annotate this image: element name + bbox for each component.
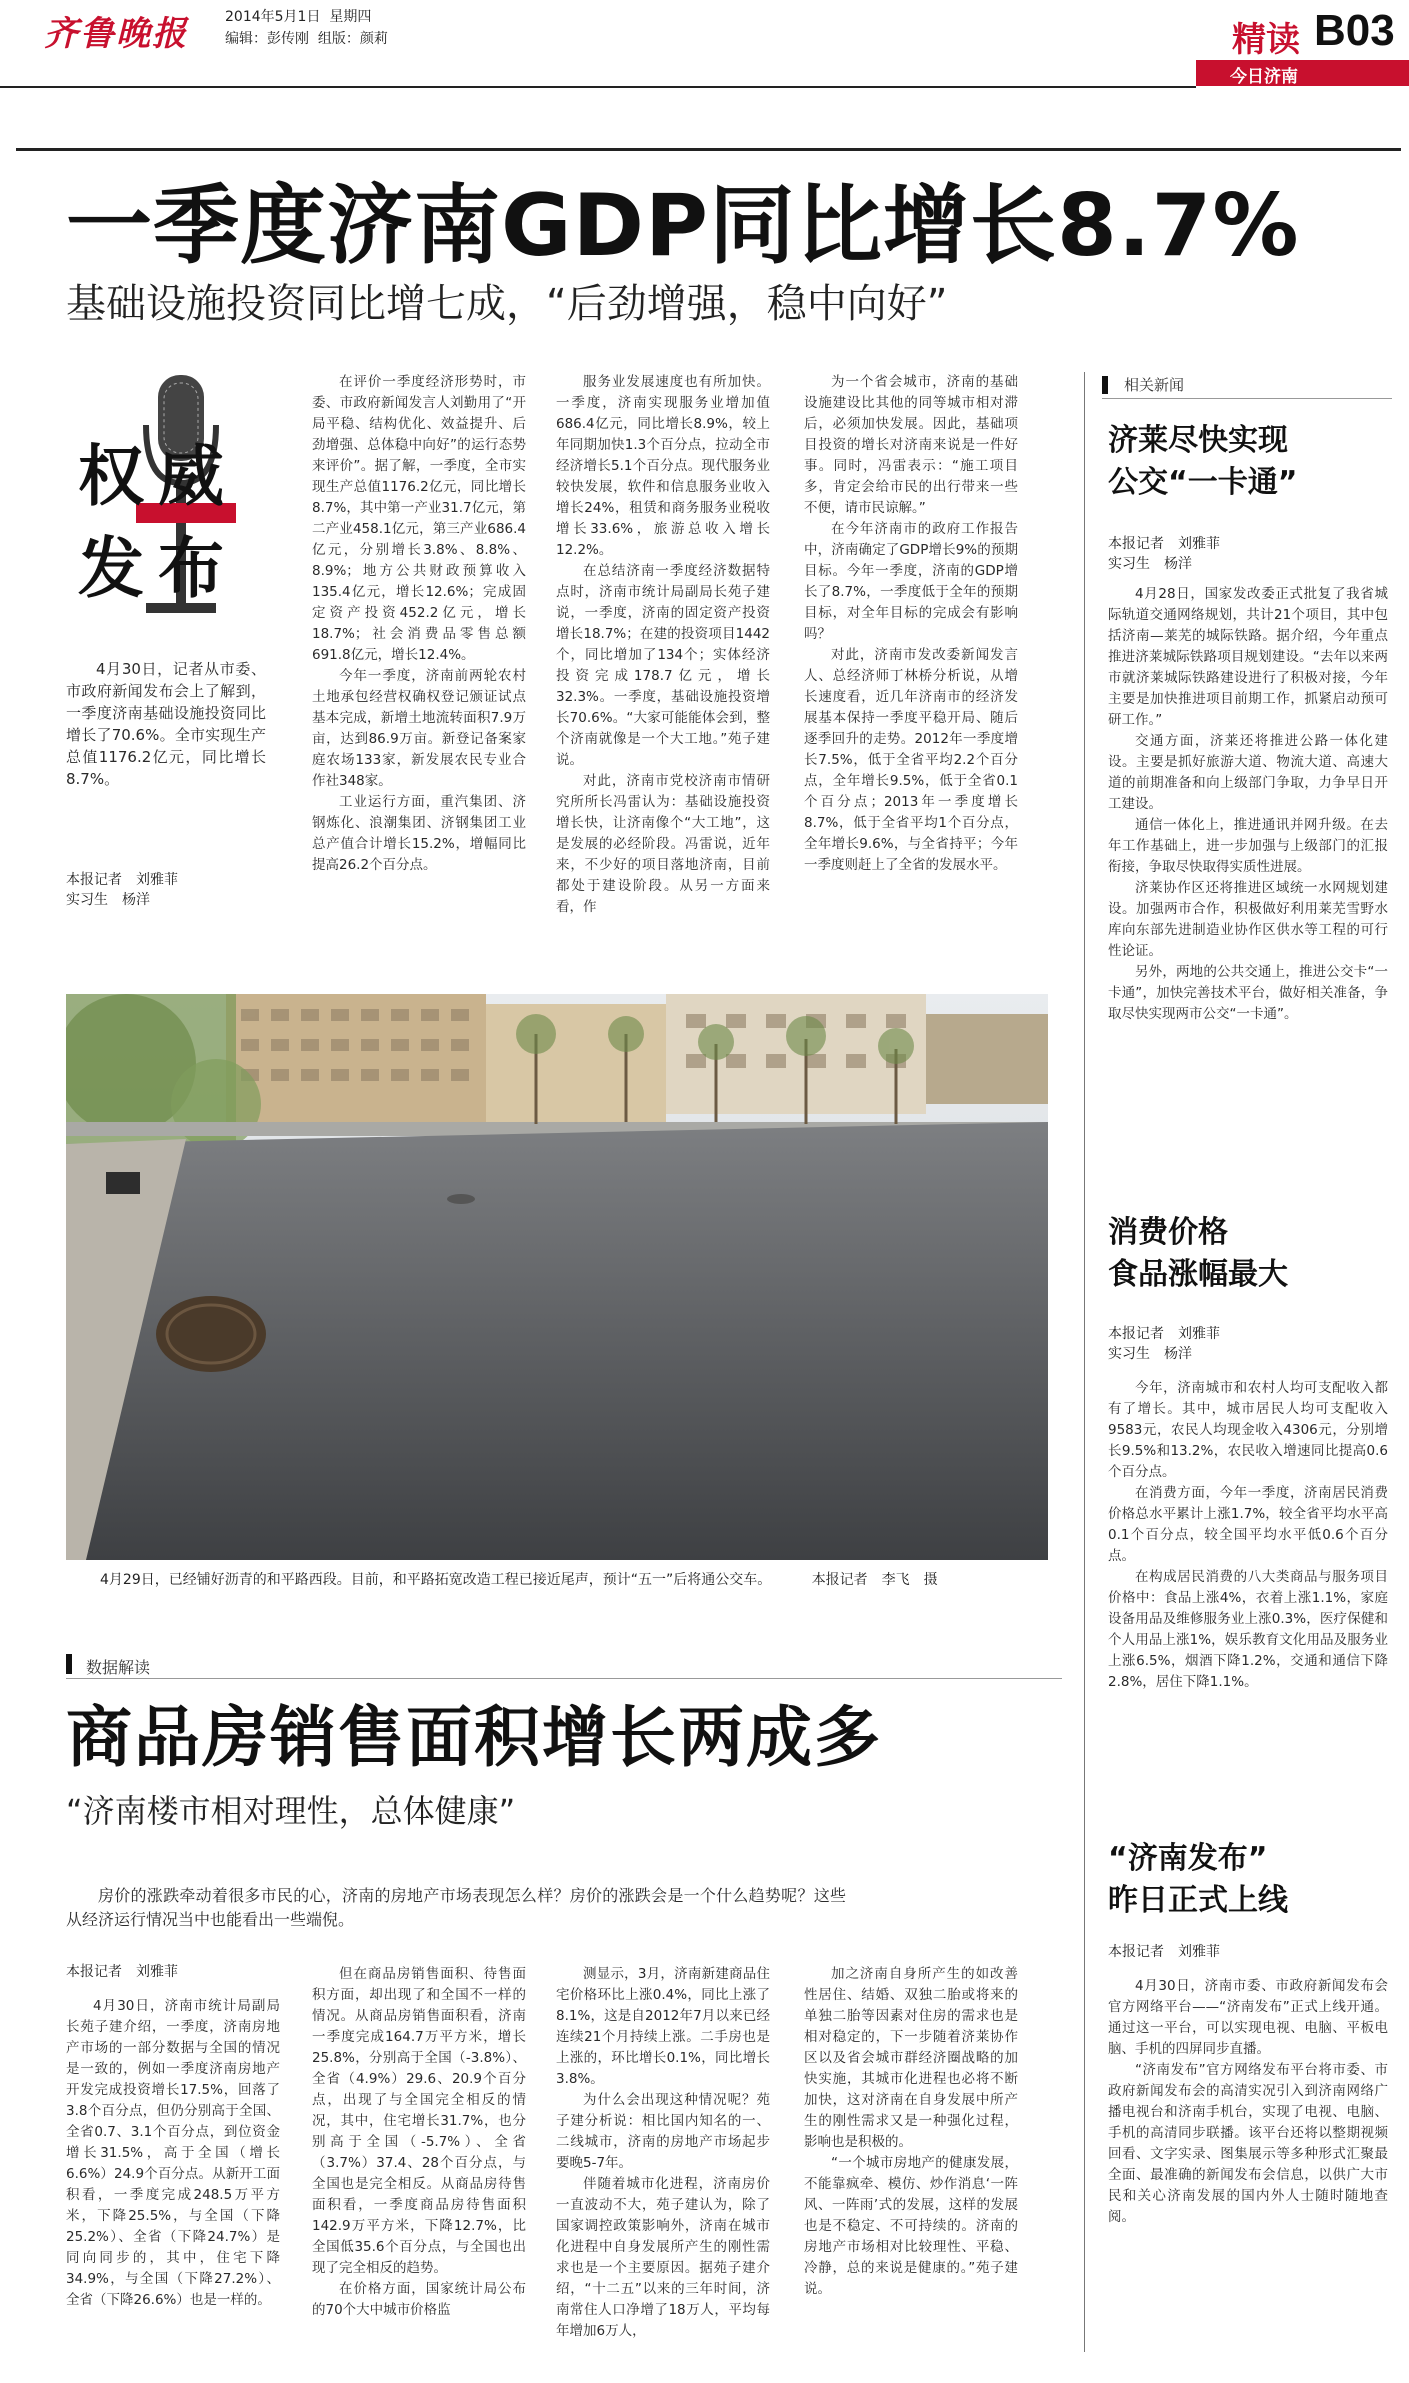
story1-title [1108,420,1297,504]
paragraph: “一个城市房地产的健康发展，不能靠疯牵、模仿、炒作消息‘一阵风、一阵雨’式的发展，这样的发展也是不稳定、不可持续的。济南的房地产市场相对比较理性、平稳、冷静，总的来说是健康的。”苑子建说。 [804,2155,1018,2297]
reporter: 本报记者 刘雅菲 [1108,536,1220,552]
paragraph: 另外，两地的公共交通上，推进公交卡“一卡通”，加快完善技术平台，做好相关准备，争取尽快实现两市公交“一卡通”。 [1108,964,1388,1022]
paragraph: 为一个省会城市，济南的基础设施建设比其他的同等城市相对滞后，必须加快发展。因此，基础项目投资的增长对济南来说是一件好事。同时，冯雷表示：“施工项目多，肯定会给市民的出行带来一些不便，请市民谅解。” [804,374,1018,516]
masthead-rule [0,86,1196,88]
paragraph: 服务业发展速度也有所加快。一季度，济南实现服务业增加值686.4亿元，同比增长8.9%，较上年同期加快1.3个百分点，拉动全市经济增长5.1个百分点。现代服务业较快发展，软件和信息服务业收入增长24%，租赁和商务服务业税收增长33.6%，旅游总收入增长12.2%。 [556,374,770,558]
issue-date [225,8,371,26]
title-line: 济莱尽快实现 [1108,423,1288,458]
paragraph: 4月30日，济南市统计局副局长苑子建介绍，一季度，济南房地产市场的一部分数据与全国的情况是一致的，例如一季度济南房地产开发完成投资增长17.5%，回落了3.8个百分点，但仍分别高于全国、全省0.7、3.1个百分点，到位资金增长31.5%，高于全国（增长6.6%）24.9个百分点。从新开工面积看，一季度完成248.5万平方米，下降25.5%，与全国（下降25.2%）、全省（下降24.7%）是同向同步的，其中，住宅下降34.9%，与全国（下降27.2%）、全省（下降26.6%）也是一样的。 [66,1998,280,2308]
paragraph: 在今年济南市的政府工作报告中，济南确定了GDP增长9%的预期目标。今年一季度，济南的GDP增长了8.7%，一季度低于全年的预期目标，对全年目标的完成会有影响吗？ [804,521,1018,642]
story1-byline [1108,534,1220,574]
story3-byline [1108,1942,1220,1962]
paragraph: “济南发布”官方网络发布平台将市委、市政府新闻发布会的高清实况引入到济南网络广播电视台和济南手机台，实现了电视、电脑、手机的高清同步联播。该平台还将以整期视频回看、文字实录、图集展示等多种形式汇聚最全面、最准确的新闻发布会信息，以供广大市民和关心济南发展的国内外人士随时随地查阅。 [1108,2062,1388,2225]
paragraph: 测显示，3月，济南新建商品住宅价格环比上涨0.4%，同比上涨了8.1%，这是自2012年7月以来已经连续21个月持续上涨。二手房也是上涨的，环比增长0.1%，同比增长3.8%。 [556,1966,770,2087]
housing-byline: 本报记者 刘雅菲 [66,1964,178,1980]
story3-body [1108,1976,1388,2228]
article-col-1 [312,372,526,876]
reporter: 本报记者 刘雅菲 [1108,1326,1220,1342]
paragraph: 在价格方面，国家统计局公布的70个大中城市价格监 [312,2281,526,2318]
lead-byline [66,870,178,910]
region-bar [1196,60,1409,86]
housing-col-1 [66,1996,280,2311]
badge-text-1: 权威 [78,438,238,515]
related-news-marker [1102,376,1108,394]
authority-badge [76,365,276,635]
reporter: 本报记者 刘雅菲 [1108,1944,1220,1960]
street-photo [66,994,1048,1560]
paper-logo: 齐鲁晚报 [44,14,188,54]
title-line: 昨日正式上线 [1108,1883,1288,1918]
housing-col-4 [804,1964,1018,2300]
paragraph: 通信一体化上，推进通讯并网升级。在去年工作基础上，进一步加强与上级部门的汇报衔接，争取尽快取得实质性进展。 [1108,817,1388,875]
story2-body [1108,1378,1388,1693]
road-photo-illustration [66,994,1048,1560]
title-line: “济南发布” [1108,1841,1268,1876]
main-subtitle: 基础设施投资同比增七成，“后劲增强，稳中向好” [66,281,948,327]
data-tag: 数据解读 [86,1658,151,1677]
paragraph: 在构成居民消费的八大类商品与服务项目价格中：食品上涨4%，衣着上涨1.1%，家庭设备用品及维修服务业上涨0.3%，医疗保健和个人用品上涨1%，娱乐教育文化用品及服务业上涨6.5%，烟酒下降1.2%，交通和通信下降2.8%，居住下降1.1%。 [1108,1569,1388,1690]
article-col-2 [556,372,770,918]
data-tag-marker [66,1654,72,1674]
housing-col-2 [312,1964,526,2321]
housing-headline: 商品房销售面积增长两成多 [66,1699,882,1776]
page-number: B03 [1314,6,1395,55]
data-tag-rule [66,1678,1062,1679]
story2-byline [1108,1324,1220,1364]
related-news-label: 相关新闻 [1124,376,1185,394]
housing-subtitle: “济南楼市相对理性，总体健康” [66,1792,516,1830]
intern: 实习生 杨洋 [66,892,150,908]
lead-text: 4月30日，记者从市委、市政府新闻发布会上了解到，一季度济南基础设施投资同比增长了70.6%。全市实现生产总值1176.2亿元，同比增长8.7%。 [66,660,266,788]
paragraph: 今年，济南城市和农村人均可支配收入都有了增长。其中，城市居民人均可支配收入9583元，农民人均现金收入4306元，分别增长9.5%和13.2%，农民收入增速同比提高0.6个百分点。 [1108,1380,1388,1480]
region-label: 今日济南 [1230,67,1298,87]
title-line: 食品涨幅最大 [1108,1257,1288,1292]
sidebar-divider [1084,372,1085,2352]
paragraph: 为什么会出现这种情况呢？苑子建分析说：相比国内知名的一、二线城市，济南的房地产市场起步要晚5-7年。 [556,2092,770,2171]
paragraph: 工业运行方面，重汽集团、济钢炼化、浪潮集团、济钢集团工业总产值合计增长15.2%，增幅同比提高26.2个百分点。 [312,794,526,873]
story1-body [1108,584,1388,1025]
story3-title [1108,1838,1288,1922]
paragraph: 4月28日，国家发改委正式批复了我省城际轨道交通网络规划，共计21个项目，其中包括济南—莱芜的城际铁路。据介绍，今年重点推进济莱城际铁路项目规划建设。“去年以来两市就济莱城际铁路建设进行了积极对接，今年主要是加快推进项目前期工作，抓紧启动预可研工作。” [1108,586,1388,728]
reporter: 本报记者 刘雅菲 [66,872,178,888]
paragraph: 在评价一季度经济形势时，市委、市政府新闻发言人刘勤用了“开局平稳、结构优化、效益提升、后劲增强、总体稳中向好”的运行态势来评价”。据了解，一季度，全市实现生产总值1176.2亿元，同比增长8.7%，其中第一产业31.7亿元，第二产业458.1亿元，第三产业686.4亿元，分别增长3.8%、8.8%、8.9%；地方公共财政预算收入135.4亿元，增长12.6%；完成固定资产投资452.2亿元，增长18.7%；社会消费品零售总额691.8亿元，增长12.4%。 [312,374,526,663]
paragraph: 4月30日，济南市委、市政府新闻发布会官方网络平台——“济南发布”正式上线开通。通过这一平台，可以实现电视、电脑、平板电脑、手机的四屏同步直播。 [1108,1978,1388,2057]
title-line: 公交“一卡通” [1108,465,1298,500]
intern: 实习生 杨洋 [1108,556,1192,572]
intro-text: 房价的涨跌牵动着很多市民的心，济南的房地产市场表现怎么样？房价的涨跌会是一个什么趋势呢？这些从经济运行情况当中也能看出一些端倪。 [66,1886,846,1929]
editor: 编辑：彭传刚 [225,31,309,47]
paragraph: 伴随着城市化进程，济南房价一直波动不大，苑子建认为，除了国家调控政策影响外，济南在城市化进程中自身发展所产生的刚性需求也是一个主要原因。据苑子建介绍，“十二五”以来的三年时间，济南常住人口净增了18万人，平均每年增加6万人， [556,2176,770,2339]
housing-col-3 [556,1964,770,2342]
layout-editor: 组版：颜莉 [317,31,388,47]
paragraph: 在消费方面，今年一季度，济南居民消费价格总水平累计上涨1.7%，较全省平均水平高0.1个百分点，较全国平均水平低0.6个百分点。 [1108,1485,1388,1564]
weekday: 星期四 [329,9,372,25]
article-col-3 [804,372,1018,876]
section-label: 精读 [1232,20,1300,60]
photo-credit: 本报记者 李飞 摄 [811,1572,938,1588]
housing-intro [66,1884,846,1932]
related-news-rule [1102,398,1392,399]
paragraph: 但在商品房销售面积、待售面积方面，却出现了和全国不一样的情况。从商品房销售面积看，济南一季度完成164.7万平方米，增长25.8%，分别高于全国（-3.8%）、全省（4.9%）29.6、20.9个百分点，出现了与全国完全相反的情况，其中，住宅增长31.7%，也分别高于全国（-5.7%）、全省（3.7%）37.4、28个百分点，与全国也是完全相反。从商品房待售面积看，一季度商品房待售面积142.9万平方米，下降12.7%，比全国低35.6个百分点，与全国也出现了完全相反的趋势。 [312,1966,526,2276]
lead-paragraph [66,658,266,790]
paragraph: 对此，济南市党校济南市情研究所所长冯雷认为：基础设施投资增长快，让济南像个“大工地”，这是发展的必经阶段。冯雷说，近年来，不少好的项目落地济南，目前都处于建设阶段。从另一方面来看，作 [556,773,770,915]
paragraph: 交通方面，济莱还将推进公路一体化建设。主要是抓好旅游大道、物流大道、高速大道的前期准备和向上级部门争取，力争早日开工建设。 [1108,733,1388,812]
story2-title [1108,1212,1288,1296]
paragraph: 对此，济南市发改委新闻发言人、总经济师丁林桥分析说，从增长速度看，近几年济南市的经济发展基本保持一季度平稳开局、随后逐季回升的走势。2012年一季度增长7.5%，低于全省平均2.2个百分点，全年增长9.5%，低于全省0.1个百分点；2013年一季度增长8.7%，低于全省平均1个百分点，全年增长9.6%，与全省持平；今年一季度则赶上了全省的发展水平。 [804,647,1018,873]
badge-text-2: 发布 [78,530,238,607]
paragraph: 济莱协作区还将推进区域统一水网规划建设。加强两市合作，积极做好利用莱芜雪野水库向东部先进制造业协作区供水等工程的可行性论证。 [1108,880,1388,959]
paragraph: 在总结济南一季度经济数据特点时，济南市统计局副局长苑子建说，一季度，济南的固定资产投资增长18.7%；在建的投资项目1442个，同比增加了134个；实体经济投资完成178.7亿元，增长32.3%。一季度，基础设施投资增长70.6%。“大家可能能体会到，整个济南就像是一个大工地。”苑子建说。 [556,563,770,768]
intern: 实习生 杨洋 [1108,1346,1192,1362]
paragraph: 今年一季度，济南前两轮农村土地承包经营权确权登记颁证试点基本完成，新增土地流转面积7.9万亩，达到86.9万亩。新登记备案家庭农场133家，新发展农民专业合作社348家。 [312,668,526,789]
date: 2014年5月1日 [225,9,321,25]
main-headline: 一季度济南GDP同比增长8.7% [66,176,1300,276]
caption-text: 4月29日，已经铺好沥青的和平路西段。目前，和平路拓宽改造工程已接近尾声，预计“五一”后将通公交车。 [100,1572,772,1588]
title-line: 消费价格 [1108,1215,1228,1250]
editors [225,30,388,48]
top-rule [16,148,1401,151]
paragraph: 加之济南自身所产生的如改善性居住、结婚、双独二胎或将来的单独二胎等因素对住房的需求也是相对稳定的，下一步随着济莱协作区以及省会城市群经济圈战略的加快实施，其城市化进程也必将不断加快，这对济南在自身发展中所产生的刚性需求又是一种强化过程，影响也是积极的。 [804,1966,1018,2150]
photo-caption [100,1570,938,1590]
